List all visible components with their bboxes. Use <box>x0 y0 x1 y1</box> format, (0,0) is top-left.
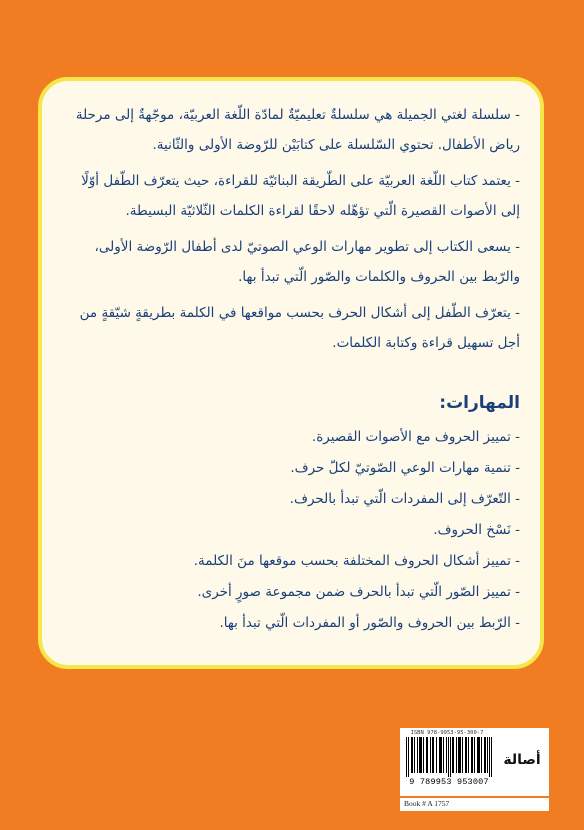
paragraph-2: - يعتمد كتاب اللّغة العربيّة على الطّريقة البنائيّة للقراءة، حيث يتعرّف الطّفل أوّلًا إلى الأصوات القصيرة الّتي تؤهّله لاحقًا لقراءة الكلمات الثّلاثيّة البسيطة. <box>81 173 520 219</box>
isbn-top-text: ISBN 978-9953-95-300-7 <box>410 730 484 736</box>
isbn-number: 9 789953 953007 <box>409 777 489 787</box>
barcode-icon <box>406 737 492 777</box>
publisher-logo <box>500 734 544 780</box>
svg-text:أصالة: أصالة <box>503 752 541 768</box>
skill-item: - تنمية مهارات الوعي الصّوتيّ لكلّ حرف. <box>290 460 520 476</box>
skill-item: - الرّبط بين الحروف والصّور أو المفردات الّتي تبدأ بها. <box>219 615 520 631</box>
skill-item: - تمييز الصّور الّتي تبدأ بالحرف ضمن مجموعة صورٍ أخرى. <box>197 584 520 600</box>
paragraph-4: - يتعرّف الطّفل إلى أشكال الحرف بحسب مواقعها في الكلمة بطريقةٍ شيّقةٍ من أجل تسهيل قراءة وكتابة الكلمات. <box>79 305 520 351</box>
skill-item: - نَسْخ الحروف. <box>433 522 520 538</box>
paragraph-3: - يسعى الكتاب إلى تطوير مهارات الوعي الصوتيّ لدى أطفال الرّوضة الأولى، والرّبط بين الحروف والكلمات والصّور الّتي تبدأ بها. <box>94 239 520 285</box>
barcode-label <box>400 728 549 796</box>
paragraph-1: - سلسلة لغتي الجميلة هي سلسلةٌ تعليميّةٌ لمادّة اللّغة العربيّة، موجّهةٌ إلى مرحلة رياض الأطفال. تحتوي السّلسلة على كتابَيْن للرّوضة الأولى والثّانية. <box>75 107 520 153</box>
skill-item: - تمييز الحروف مع الأصوات القصيرة. <box>311 429 520 445</box>
book-number: Book # A 1757 <box>400 798 549 811</box>
skill-item: - تمييز أشكال الحروف المختلفة بحسب موقعها منَ الكلمة. <box>193 553 520 569</box>
skills-title: المهارات: <box>439 393 520 413</box>
skill-item: - التّعرّف إلى المفردات الّتي تبدأ بالحرف. <box>289 491 520 507</box>
description-content <box>58 100 520 639</box>
